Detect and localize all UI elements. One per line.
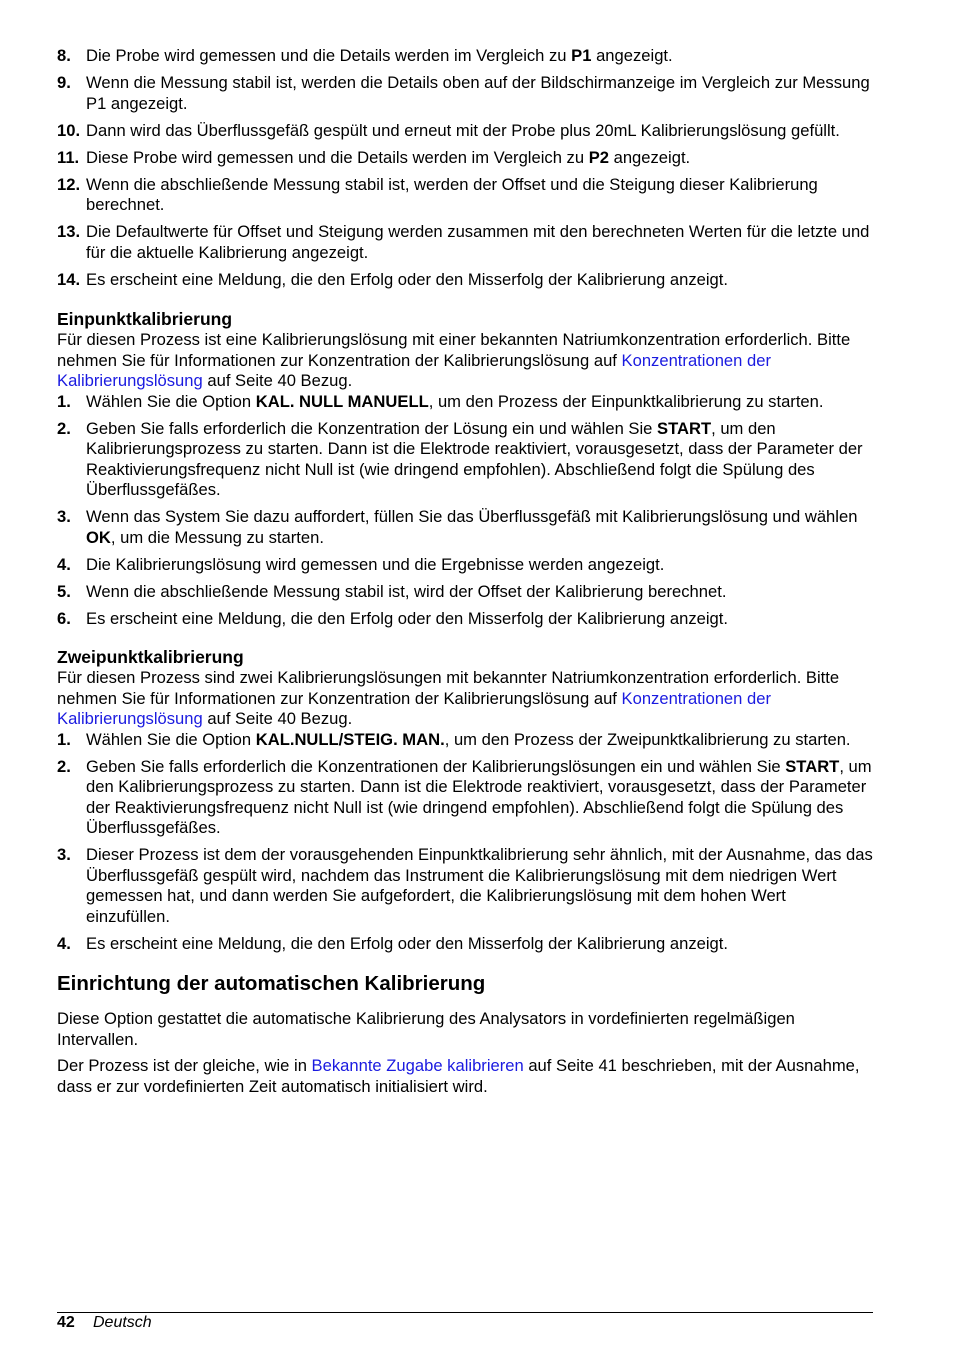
text-run: Die Probe wird gemessen und die Details werden im Vergleich zu [86, 46, 572, 65]
list-item-number: 1. [57, 391, 71, 411]
page-content [57, 46, 873, 1097]
bold-term: P2 [588, 147, 609, 167]
list-item [57, 73, 873, 114]
bold-term: START [785, 756, 840, 776]
text-run: Wenn die abschließende Messung stabil ist, wird der Offset der Kalibrierung berechnet. [86, 581, 727, 601]
text-run: , um den Prozess der Einpunktkalibrierung zu starten. [428, 391, 824, 411]
list-item-number: 3. [57, 845, 71, 864]
text-run: Wenn die Messung stabil ist, werden die Details oben auf der Bildschirmanzeige im Vergleich zur Messung P1 angezeigt. [86, 73, 870, 113]
text-run: Für diesen Prozess sind zwei Kalibrierungslösungen mit bekannter Natriumkonzentration erforderlich. Bitte nehmen Sie für Informationen zur Konzentration der Kalibrierungslösung auf [57, 668, 840, 708]
list-zweipunkt [57, 730, 873, 955]
text-run: Wenn das System Sie dazu auffordert, füllen Sie das Überflussgefäß mit Kalibrierungslösung und wählen [86, 507, 858, 526]
section-zweipunkt [57, 646, 873, 954]
text-run: auf Seite 40 Bezug. [202, 709, 353, 728]
bold-term: KAL.NULL/STEIG. MAN. [255, 729, 445, 749]
list-item-number: 5. [57, 581, 71, 601]
text-run: angezeigt. [608, 147, 691, 167]
heading-einpunkt: Einpunktkalibrierung [57, 309, 233, 329]
list-item-number: 11. [57, 147, 80, 167]
bold-term: KAL. NULL MANUELL [255, 391, 429, 411]
auto-para-2 [57, 1056, 873, 1097]
list-item [57, 730, 873, 751]
intro-zweipunkt [57, 668, 873, 730]
text-run: Wenn die abschließende Messung stabil ist, werden der Offset und die Steigung dieser Kalibrierung berechnet. [86, 174, 818, 214]
bold-term: P1 [571, 46, 592, 65]
text-run: Dann wird das Überflussgefäß gespült und erneut mit der Probe plus 20mL Kalibrierungslösung gefüllt. [86, 120, 840, 140]
list-item [57, 609, 873, 630]
text-run: Wählen Sie die Option [86, 391, 256, 411]
text-run: , um den Kalibrierungsprozess zu starten. Dann ist die Elektrode reaktiviert, vorausgesetzt, dass der Parameter der Reaktivierungsfrequenz nicht Null ist (wie dringend empfohlen). Abschließend folgt die Spülung des Überflussgefäßes. [86, 756, 872, 837]
text-run: auf Seite 41 beschrieben, mit der Ausnahme, dass er zur vordefinierten Zeit automatisch initialisiert wird. [57, 1056, 860, 1096]
bold-term: START [657, 418, 712, 438]
intro-einpunkt [57, 330, 873, 392]
list-item [57, 121, 873, 142]
list-item [57, 175, 873, 216]
footer-language: Deutsch [93, 1314, 152, 1331]
text-run: Die Kalibrierungslösung wird gemessen und die Ergebnisse werden angezeigt. [86, 554, 665, 574]
bold-term: OK [86, 527, 111, 547]
list-item [57, 582, 873, 603]
list-item [57, 392, 873, 413]
list-item [57, 555, 873, 576]
text-run: Für diesen Prozess ist eine Kalibrierungslösung mit einer bekannten Natriumkonzentration erforderlich. Bitte nehmen Sie für Informationen zur Konzentration der Kalibrierungslösung auf [57, 330, 851, 370]
list-item [57, 222, 873, 263]
list-item [57, 757, 873, 839]
list-item-number: 13. [57, 222, 81, 241]
cross-reference-link[interactable]: Konzentrationen der Kalibrierungslösung [57, 350, 771, 390]
list-item-number: 2. [57, 418, 71, 438]
text-run: Die Defaultwerte für Offset und Steigung werden zusammen mit den berechneten Werten für die letzte und für die aktuelle Kalibrierung angezeigt. [86, 222, 870, 262]
section-einpunkt [57, 308, 873, 629]
cross-reference-link[interactable]: Konzentrationen der Kalibrierungslösung [57, 688, 771, 728]
list-item-number: 6. [57, 608, 71, 628]
list-item [57, 270, 873, 291]
text-run: Diese Probe wird gemessen und die Details werden im Vergleich zu [86, 147, 589, 167]
cross-reference-link[interactable]: Bekannte Zugabe kalibrieren [311, 1056, 524, 1075]
list-item [57, 148, 873, 169]
text-run: , um den Prozess der Zweipunktkalibrierung zu starten. [444, 729, 851, 749]
text-run: , um die Messung zu starten. [110, 527, 324, 547]
list-item [57, 934, 873, 955]
list-item [57, 845, 873, 927]
text-run: Es erscheint eine Meldung, die den Erfolg oder den Misserfolg der Kalibrierung anzeigt. [86, 933, 728, 953]
list-item [57, 507, 873, 548]
list-item-number: 14. [57, 269, 81, 289]
list-item-number: 4. [57, 554, 71, 574]
text-run: Es erscheint eine Meldung, die den Erfolg oder den Misserfolg der Kalibrierung anzeigt. [86, 608, 728, 628]
list-item-number: 9. [57, 73, 71, 92]
text-run: Wählen Sie die Option [86, 729, 256, 749]
text-run: Diese Option gestattet die automatische Kalibrierung des Analysators in vordefinierten regelmäßigen Intervallen. [57, 1009, 795, 1049]
section-auto-kalibrierung [57, 971, 873, 1097]
list-einpunkt [57, 392, 873, 630]
list-item-number: 8. [57, 46, 71, 65]
list-item-number: 4. [57, 933, 71, 953]
auto-para-1 [57, 1009, 873, 1050]
text-run: Geben Sie falls erforderlich die Konzentration der Lösung ein und wählen Sie [86, 418, 658, 438]
list-item-number: 12. [57, 174, 81, 194]
text-run: Der Prozess ist der gleiche, wie in [57, 1056, 312, 1075]
page-number: 42 [57, 1314, 75, 1331]
page-footer [57, 1312, 873, 1331]
list-top [57, 46, 873, 290]
list-item-number: 10. [57, 120, 81, 140]
list-item-number: 3. [57, 507, 71, 526]
text-run: , um den Kalibrierungsprozess zu starten. Dann ist die Elektrode reaktiviert, vorausgesetzt, dass der Parameter der Reaktivierungsfrequenz nicht Null ist (wie dringend empfohlen). Abschließend folgt die Spülung des Überflussgefäßes. [86, 418, 863, 499]
text-run: auf Seite 40 Bezug. [202, 371, 353, 390]
list-item [57, 46, 873, 67]
list-item-number: 2. [57, 756, 71, 776]
list-item-number: 1. [57, 729, 71, 749]
heading-zweipunkt: Zweipunktkalibrierung [57, 647, 244, 667]
text-run: angezeigt. [591, 46, 673, 65]
heading-auto-kalibrierung: Einrichtung der automatischen Kalibrierung [57, 972, 486, 995]
text-run: Dieser Prozess ist dem der vorausgehenden Einpunktkalibrierung sehr ähnlich, mit der Ausnahme, das das Überflussgefäß gespült wird, nachdem das Instrument die Kalibrierungslösung mit dem niedrigen Wert gemessen hat, und dann werden Sie aufgefordert, die Kalibrierungslösung mit dem hohen Wert einzufüllen. [86, 845, 873, 926]
text-run: Es erscheint eine Meldung, die den Erfolg oder den Misserfolg der Kalibrierung anzeigt. [86, 269, 728, 289]
text-run: Geben Sie falls erforderlich die Konzentrationen der Kalibrierungslösungen ein und wählen Sie [86, 756, 786, 776]
list-item [57, 419, 873, 501]
